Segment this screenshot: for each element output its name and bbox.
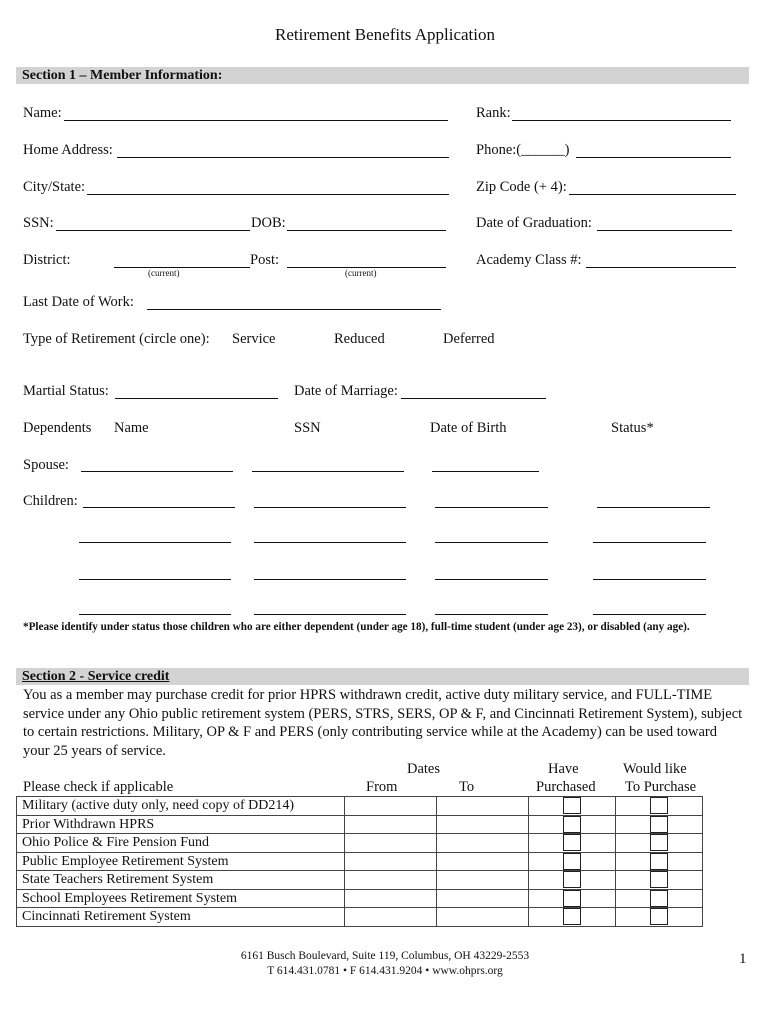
service-row-label: Public Employee Retirement System [17, 852, 345, 871]
table-row [17, 908, 703, 927]
from-date-cell[interactable] [345, 908, 437, 927]
table-row [17, 834, 703, 853]
footer-contact: T 614.431.0781 • F 614.431.9204 • www.ohprs.org [267, 965, 503, 977]
purchased-header: Purchased [536, 779, 596, 795]
would-like-checkbox[interactable] [650, 797, 668, 814]
child1-name-field[interactable] [83, 507, 235, 508]
marital-status-field[interactable] [115, 398, 278, 399]
rank-field[interactable] [512, 120, 731, 121]
section2-header [16, 668, 749, 685]
last-work-field[interactable] [147, 309, 441, 310]
child1-status-field[interactable] [597, 507, 710, 508]
to-date-cell[interactable] [437, 815, 529, 834]
service-row-label: Ohio Police & Fire Pension Fund [17, 834, 345, 853]
page-title: Retirement Benefits Application [274, 25, 495, 44]
section1-heading: Section 1 – Member Information: [22, 68, 223, 83]
would-like-checkbox[interactable] [650, 890, 668, 907]
academy-label: Academy Class #: [476, 252, 582, 268]
child1-dob-field[interactable] [435, 507, 548, 508]
would-like-checkbox[interactable] [650, 871, 668, 888]
dependents-status-header: Status* [611, 420, 654, 436]
children-label: Children: [23, 493, 78, 509]
date-of-marriage-label: Date of Marriage: [294, 383, 398, 399]
dependents-header: Dependents [23, 420, 92, 436]
table-row [17, 797, 703, 816]
graduation-field[interactable] [597, 230, 732, 231]
child3-name-field[interactable] [79, 579, 231, 580]
retirement-option-deferred[interactable]: Deferred [443, 331, 495, 347]
date-of-marriage-field[interactable] [401, 398, 546, 399]
dependents-ssn-header: SSN [294, 420, 321, 436]
from-header: From [366, 779, 398, 795]
dependents-name-header: Name [114, 420, 149, 436]
name-label: Name: [23, 105, 62, 121]
retirement-option-reduced[interactable]: Reduced [334, 331, 385, 347]
child4-status-field[interactable] [593, 614, 706, 615]
table-row [17, 871, 703, 890]
city-state-field[interactable] [87, 194, 449, 195]
from-date-cell[interactable] [345, 797, 437, 816]
to-date-cell[interactable] [437, 797, 529, 816]
child3-dob-field[interactable] [435, 579, 548, 580]
to-header: To [459, 779, 475, 795]
have-purchased-checkbox[interactable] [563, 890, 581, 907]
section2-heading: Section 2 - Service credit [22, 669, 170, 684]
district-label: District: [23, 252, 71, 268]
graduation-label: Date of Graduation: [476, 215, 592, 231]
have-purchased-checkbox[interactable] [563, 816, 581, 833]
from-date-cell[interactable] [345, 871, 437, 890]
phone-field[interactable] [576, 157, 731, 158]
child2-status-field[interactable] [593, 542, 706, 543]
service-row-label: State Teachers Retirement System [17, 871, 345, 890]
child2-name-field[interactable] [79, 542, 231, 543]
marital-status-label: Martial Status: [23, 383, 109, 399]
child2-dob-field[interactable] [435, 542, 548, 543]
home-address-label: Home Address: [23, 142, 113, 158]
phone-label: Phone:(______) [476, 142, 570, 158]
to-date-cell[interactable] [437, 889, 529, 908]
would-like-checkbox[interactable] [650, 908, 668, 925]
ssn-field[interactable] [56, 230, 250, 231]
retirement-option-service[interactable]: Service [232, 331, 276, 347]
child3-status-field[interactable] [593, 579, 706, 580]
district-current-note: (current) [148, 268, 180, 278]
child4-dob-field[interactable] [435, 614, 548, 615]
spouse-label: Spouse: [23, 457, 69, 473]
city-state-label: City/State: [23, 179, 86, 195]
service-credit-table [16, 796, 703, 927]
post-label: Post: [250, 252, 280, 268]
academy-field[interactable] [586, 267, 736, 268]
dependents-status-note: *Please identify under status those children who are either dependent (under age 18), full-time student (under age 23), or disabled (any age). [23, 621, 690, 633]
to-date-cell[interactable] [437, 871, 529, 890]
would-like-checkbox[interactable] [650, 816, 668, 833]
child3-ssn-field[interactable] [254, 579, 406, 580]
would-like-checkbox[interactable] [650, 834, 668, 851]
child4-name-field[interactable] [79, 614, 231, 615]
dob-label: DOB: [251, 215, 286, 231]
spouse-dob-field[interactable] [432, 471, 539, 472]
child4-ssn-field[interactable] [254, 614, 406, 615]
service-row-label: Cincinnati Retirement System [17, 908, 345, 927]
post-current-note: (current) [345, 268, 377, 278]
dob-field[interactable] [287, 230, 446, 231]
from-date-cell[interactable] [345, 852, 437, 871]
have-purchased-checkbox[interactable] [563, 853, 581, 870]
would-like-checkbox[interactable] [650, 853, 668, 870]
to-date-cell[interactable] [437, 852, 529, 871]
have-purchased-checkbox[interactable] [563, 871, 581, 888]
district-field[interactable] [114, 267, 250, 268]
rank-label: Rank: [476, 105, 511, 121]
have-purchased-checkbox[interactable] [563, 834, 581, 851]
table-row [17, 852, 703, 871]
spouse-name-field[interactable] [81, 471, 233, 472]
last-work-label: Last Date of Work: [23, 294, 134, 310]
dates-header: Dates [407, 761, 441, 777]
home-address-field[interactable] [117, 157, 449, 158]
have-purchased-checkbox[interactable] [563, 797, 581, 814]
service-row-label: Prior Withdrawn HPRS [17, 815, 345, 834]
to-purchase-header: To Purchase [625, 779, 697, 795]
service-row-label: Military (active duty only, need copy of DD214) [17, 797, 345, 816]
from-date-cell[interactable] [345, 815, 437, 834]
page-number: 1 [739, 951, 747, 967]
zip-label: Zip Code (+ 4): [476, 179, 567, 195]
from-date-cell[interactable] [345, 889, 437, 908]
to-date-cell[interactable] [437, 834, 529, 853]
section1-header [16, 67, 749, 84]
service-row-label: School Employees Retirement System [17, 889, 345, 908]
child2-ssn-field[interactable] [254, 542, 406, 543]
zip-field[interactable] [569, 194, 736, 195]
section2-intro: You as a member may purchase credit for prior HPRS withdrawn credit, active duty military service, and FULL-TIME service under any Ohio public retirement system (PERS, STRS, SERS, OP & F, and Cincinnati Retirement System), subject to certain restrictions. Military, OP & F and PERS (only contributing service while at the Academy) can be used toward your 25 years of service. [23, 687, 743, 759]
table-row [17, 889, 703, 908]
name-field[interactable] [64, 120, 448, 121]
check-applicable-label: Please check if applicable [23, 779, 174, 795]
footer-address: 6161 Busch Boulevard, Suite 119, Columbus, OH 43229-2553 [240, 950, 530, 962]
have-purchased-checkbox[interactable] [563, 908, 581, 925]
have-header: Have [548, 761, 579, 777]
spouse-ssn-field[interactable] [252, 471, 404, 472]
ssn-label: SSN: [23, 215, 54, 231]
to-date-cell[interactable] [437, 908, 529, 927]
child1-ssn-field[interactable] [254, 507, 406, 508]
dependents-dob-header: Date of Birth [430, 420, 507, 436]
table-row [17, 815, 703, 834]
from-date-cell[interactable] [345, 834, 437, 853]
would-like-header: Would like [623, 761, 687, 777]
retirement-type-label: Type of Retirement (circle one): [23, 331, 210, 347]
